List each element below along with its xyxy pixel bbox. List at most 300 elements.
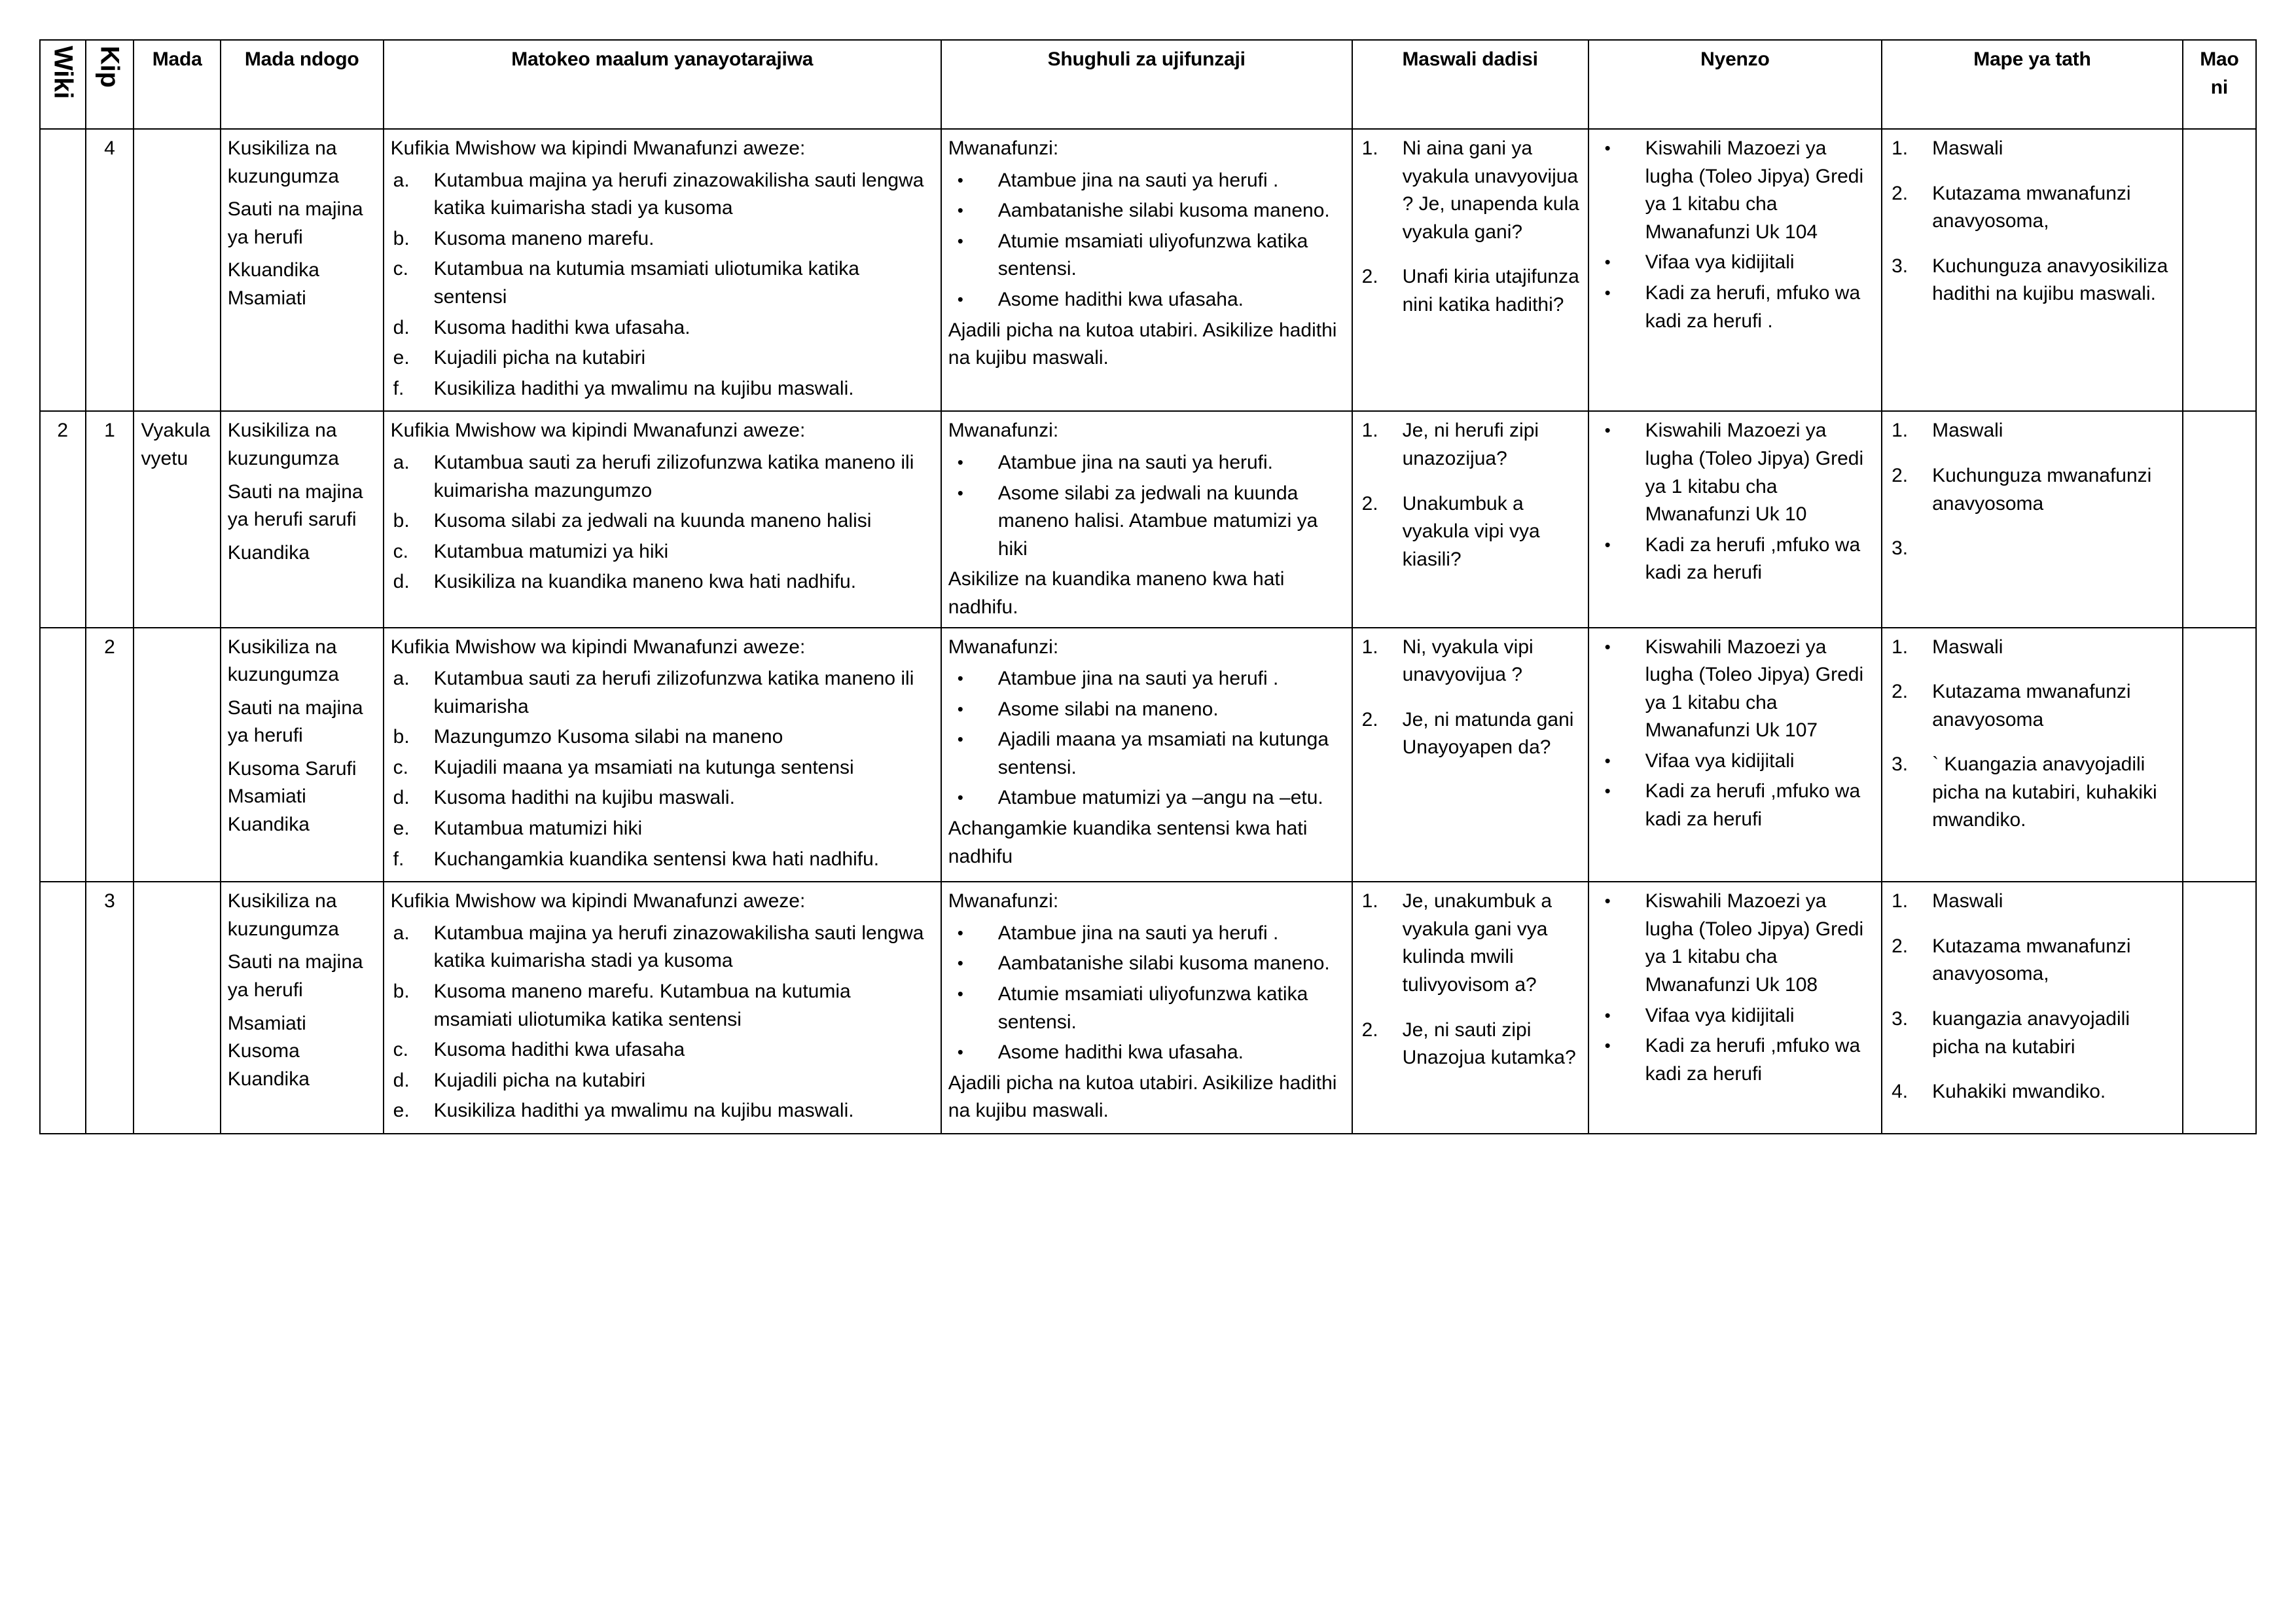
- cell-mape: [1882, 129, 2183, 411]
- list-item: [1889, 634, 2176, 662]
- maswali-list: [1359, 888, 1581, 1072]
- cell-maoni: [2183, 882, 2256, 1134]
- list-item: [948, 696, 1345, 724]
- list-item: [948, 286, 1345, 314]
- mada-ndogo-line: Msamiati Kusoma Kuandika: [227, 1012, 310, 1090]
- list-marker: e.: [393, 347, 410, 369]
- cell-mada-ndogo: [221, 882, 384, 1134]
- list-item: [391, 1067, 934, 1095]
- list-item: [391, 1036, 934, 1064]
- cell-maoni: [2183, 628, 2256, 882]
- cell-wiki: [40, 628, 86, 882]
- list-marker: b.: [393, 227, 410, 249]
- mape-list: [1889, 888, 2176, 1106]
- list-item-text: Je, ni sauti zipi Unazojua kutamka?: [1402, 1019, 1576, 1069]
- list-item: [1889, 751, 2176, 835]
- column-header-wiki-label: Wiki: [48, 46, 78, 99]
- cell-kip: 1: [86, 411, 134, 627]
- shughuli-lead: Mwanafunzi:: [948, 137, 1059, 159]
- cell-mape: [1882, 628, 2183, 882]
- list-marker: 1.: [1892, 890, 1909, 912]
- list-marker: 4.: [1892, 1081, 1909, 1103]
- matokeo-list: [391, 167, 934, 403]
- list-item: [948, 981, 1345, 1036]
- list-marker: 3.: [1892, 255, 1909, 277]
- list-item-text: Kiswahili Mazoezi ya lugha (Toleo Jipya) Gredi ya 1 kitabu cha Mwanafunzi Uk 104: [1645, 137, 1864, 243]
- matokeo-list: [391, 920, 934, 1125]
- list-marker: b.: [393, 981, 410, 1003]
- list-item-text: Atumie msamiati uliyofunzwa katika sentensi.: [997, 230, 1308, 280]
- list-item: [391, 754, 934, 782]
- list-marker: 1.: [1892, 420, 1909, 442]
- list-item-text: Kusikiliza hadithi ya mwalimu na kujibu maswali.: [433, 377, 854, 399]
- list-item-text: Kutazama mwanafunzi anavyosoma,: [1932, 935, 2131, 985]
- table-row: [40, 411, 2256, 627]
- list-item-text: Vifaa vya kidijitali: [1645, 251, 1795, 274]
- list-item-text: Kadi za herufi ,mfuko wa kadi za herufi: [1645, 1035, 1861, 1085]
- list-marker: •: [957, 698, 963, 719]
- list-item: [391, 784, 934, 812]
- list-marker: a.: [393, 169, 410, 191]
- list-item-text: Kiswahili Mazoezi ya lugha (Toleo Jipya) Gredi ya 1 kitabu cha Mwanafunzi Uk 108: [1645, 890, 1864, 996]
- list-marker: c.: [393, 540, 409, 562]
- list-item-text: Maswali: [1932, 420, 2003, 442]
- list-marker: •: [957, 200, 963, 221]
- cell-maswali: [1352, 129, 1588, 411]
- list-item-text: Kuchunguza mwanafunzi anavyosoma: [1932, 464, 2152, 514]
- list-item: [948, 228, 1345, 283]
- list-item: [391, 314, 934, 342]
- cell-matokeo: [384, 628, 941, 882]
- list-marker: e.: [393, 818, 410, 840]
- list-marker: 1.: [1892, 636, 1909, 658]
- list-marker: 2.: [1892, 464, 1909, 486]
- list-item: [1889, 253, 2176, 308]
- list-marker: b.: [393, 726, 410, 748]
- column-header-wiki: [40, 40, 86, 129]
- list-item: [948, 480, 1345, 564]
- list-item: [391, 507, 934, 535]
- list-item: [948, 449, 1345, 477]
- matokeo-lead: Kufikia Mwishow wa kipindi Mwanafunzi aweze:: [390, 137, 806, 159]
- list-item: [948, 920, 1345, 948]
- list-item-text: Kiswahili Mazoezi ya lugha (Toleo Jipya) Gredi ya 1 kitabu cha Mwanafunzi Uk 107: [1645, 636, 1864, 742]
- list-item-text: Kadi za herufi, mfuko wa kadi za herufi .: [1645, 281, 1861, 332]
- list-item-text: Kusoma silabi za jedwali na kuunda maneno halisi: [433, 510, 872, 532]
- list-item-text: Kusoma hadithi kwa ufasaha: [433, 1039, 685, 1061]
- cell-nyenzo: [1588, 628, 1882, 882]
- list-item-text: Kutambua majina ya herufi zinazowakilisha sauti lengwa katika kuimarisha stadi ya kusoma: [433, 922, 924, 972]
- list-item: [1359, 888, 1581, 999]
- list-item: [1359, 417, 1581, 473]
- list-marker: •: [1604, 420, 1611, 441]
- list-marker: a.: [393, 668, 410, 690]
- list-item-text: Atambue jina na sauti ya herufi .: [997, 922, 1279, 944]
- cell-matokeo: [384, 882, 941, 1134]
- list-item: [948, 1039, 1345, 1067]
- list-item-text: Unafi kiria utajifunza nini katika hadithi?: [1402, 266, 1579, 316]
- mada-ndogo-line: Kusikiliza na kuzungumza: [227, 636, 339, 686]
- list-marker: •: [1604, 282, 1611, 302]
- list-marker: •: [957, 452, 963, 472]
- list-marker: 1.: [1361, 890, 1378, 912]
- list-item-text: Aambatanishe silabi kusoma maneno.: [997, 200, 1330, 222]
- list-item: [1596, 1032, 1874, 1088]
- list-item-text: Kusoma maneno marefu. Kutambua na kutumia msamiati uliotumika katika sentensi: [433, 981, 851, 1030]
- list-marker: a.: [393, 922, 410, 944]
- cell-shughuli: [941, 411, 1352, 627]
- cell-maswali: [1352, 628, 1588, 882]
- list-item: [391, 1097, 934, 1125]
- scheme-of-work-table: [39, 39, 2257, 1134]
- matokeo-lead: Kufikia Mwishow wa kipindi Mwanafunzi aweze:: [390, 890, 806, 912]
- list-marker: 1.: [1892, 137, 1909, 159]
- list-marker: 2.: [1361, 1019, 1378, 1041]
- list-item: [391, 167, 934, 223]
- shughuli-trail: Ajadili picha na kutoa utabiri. Asikilize hadithi na kujibu maswali.: [948, 319, 1337, 369]
- list-item-text: Vifaa vya kidijitali: [1645, 749, 1795, 772]
- list-marker: •: [1604, 1005, 1611, 1025]
- list-item-text: Kujadili picha na kutabiri: [433, 347, 646, 369]
- list-marker: •: [1604, 138, 1611, 158]
- list-item: [1889, 462, 2176, 518]
- mada-ndogo-line: Kuandika: [227, 541, 310, 564]
- list-item: [1359, 634, 1581, 689]
- matokeo-list: [391, 449, 934, 596]
- list-item: [1359, 1017, 1581, 1072]
- list-marker: •: [1604, 636, 1611, 657]
- shughuli-trail: Ajadili picha na kutoa utabiri. Asikilize hadithi na kujibu maswali.: [948, 1072, 1337, 1122]
- list-item: [948, 197, 1345, 225]
- list-item: [391, 255, 934, 311]
- list-marker: f.: [393, 377, 404, 399]
- list-marker: •: [957, 984, 963, 1004]
- nyenzo-list: [1596, 417, 1874, 587]
- nyenzo-list: [1596, 135, 1874, 335]
- list-item-text: Atambue matumizi ya –angu na –etu.: [997, 787, 1323, 809]
- list-item-text: Maswali: [1932, 137, 2003, 159]
- cell-mape: [1882, 411, 2183, 627]
- list-marker: •: [957, 787, 963, 808]
- list-marker: 3.: [1892, 537, 1909, 560]
- list-item-text: Asome silabi za jedwali na kuunda maneno halisi. Atambue matumizi ya hiki: [997, 482, 1318, 560]
- list-marker: 2.: [1361, 492, 1378, 514]
- mada-ndogo-line: Kusikiliza na kuzungumza: [227, 890, 339, 940]
- maswali-list: [1359, 417, 1581, 573]
- list-item-text: Kutambua matumizi hiki: [433, 818, 643, 840]
- list-item-text: Ni aina gani ya vyakula unavyovijua ? Je, unapenda kula vyakula gani?: [1402, 137, 1579, 243]
- cell-shughuli: [941, 882, 1352, 1134]
- shughuli-lead: Mwanafunzi:: [948, 890, 1059, 912]
- list-item: [1596, 634, 1874, 745]
- cell-mada: Vyakula vyetu: [134, 411, 220, 627]
- list-marker: •: [1604, 750, 1611, 770]
- list-marker: •: [957, 289, 963, 309]
- list-marker: •: [1604, 1036, 1611, 1056]
- cell-wiki: 2: [40, 411, 86, 627]
- nyenzo-list: [1596, 634, 1874, 834]
- list-item: [1596, 417, 1874, 528]
- shughuli-trail: Achangamkie kuandika sentensi kwa hati nadhifu: [948, 818, 1308, 867]
- list-item-text: Kutambua majina ya herufi zinazowakilisha sauti lengwa katika kuimarisha stadi ya kusoma: [433, 169, 924, 219]
- list-item-text: Kadi za herufi ,mfuko wa kadi za herufi: [1645, 780, 1861, 831]
- table-body: [40, 129, 2256, 1134]
- list-item-text: Kusikiliza hadithi ya mwalimu na kujibu maswali.: [433, 1100, 854, 1122]
- list-item: [1596, 532, 1874, 587]
- cell-kip: 2: [86, 628, 134, 882]
- shughuli-trail: Asikilize na kuandika maneno kwa hati nadhifu.: [948, 568, 1285, 618]
- nyenzo-list: [1596, 888, 1874, 1088]
- list-marker: 3.: [1892, 753, 1909, 776]
- cell-mada: [134, 882, 220, 1134]
- cell-wiki: [40, 882, 86, 1134]
- list-item-text: Kadi za herufi ,mfuko wa kadi za herufi: [1645, 533, 1861, 584]
- list-item: [1359, 263, 1581, 319]
- list-marker: 1.: [1361, 420, 1378, 442]
- list-marker: 1.: [1361, 636, 1378, 658]
- column-header-kip: [86, 40, 134, 129]
- list-item-text: Vifaa vya kidijitali: [1645, 1004, 1795, 1026]
- list-item-text: Asome hadithi kwa ufasaha.: [997, 288, 1244, 310]
- list-item: [391, 978, 934, 1034]
- list-marker: •: [957, 482, 963, 503]
- table-row: [40, 628, 2256, 882]
- cell-mada-ndogo: [221, 628, 384, 882]
- list-marker: •: [957, 729, 963, 749]
- list-item: [391, 846, 934, 874]
- column-header-nyenzo: Nyenzo: [1588, 40, 1882, 129]
- list-item: [391, 920, 934, 975]
- cell-mape: [1882, 882, 2183, 1134]
- list-marker: •: [1604, 781, 1611, 801]
- list-item: [948, 950, 1345, 978]
- header-row: [40, 40, 2256, 129]
- column-header-maoni: Mao ni: [2183, 40, 2256, 129]
- matokeo-lead: Kufikia Mwishow wa kipindi Mwanafunzi aweze:: [390, 636, 806, 658]
- list-item-text: Asome hadithi kwa ufasaha.: [997, 1041, 1244, 1064]
- column-header-shughuli: Shughuli za ujifunzaji: [941, 40, 1352, 129]
- list-item: [1596, 748, 1874, 776]
- shughuli-lead: Mwanafunzi:: [948, 636, 1059, 658]
- column-header-matokeo: Matokeo maalum yanayotarajiwa: [384, 40, 941, 129]
- list-item-text: Je, ni matunda gani Unayoyapen da?: [1402, 708, 1574, 759]
- mape-list: [1889, 634, 2176, 835]
- list-marker: 2.: [1892, 935, 1909, 957]
- list-item: [391, 723, 934, 751]
- cell-kip: 4: [86, 129, 134, 411]
- list-item: [1359, 135, 1581, 246]
- list-item-text: Atumie msamiati uliyofunzwa katika sentensi.: [997, 983, 1308, 1033]
- list-marker: •: [957, 922, 963, 943]
- list-item-text: Kiswahili Mazoezi ya lugha (Toleo Jipya) Gredi ya 1 kitabu cha Mwanafunzi Uk 10: [1645, 420, 1864, 526]
- list-item-text: Atambue jina na sauti ya herufi .: [997, 169, 1279, 191]
- list-item-text: Aambatanishe silabi kusoma maneno.: [997, 952, 1330, 975]
- list-marker: c.: [393, 258, 409, 280]
- list-marker: c.: [393, 1039, 409, 1061]
- list-marker: 1.: [1361, 137, 1378, 159]
- shughuli-list: [948, 920, 1345, 1067]
- list-marker: 2.: [1361, 708, 1378, 731]
- list-item: [1889, 180, 2176, 236]
- mada-ndogo-line: Sauti na majina ya herufi: [227, 696, 363, 747]
- list-item-text: Maswali: [1932, 636, 2003, 658]
- list-item-text: Mazungumzo Kusoma silabi na maneno: [433, 726, 783, 748]
- list-marker: 2.: [1361, 266, 1378, 288]
- list-marker: 2.: [1892, 681, 1909, 703]
- maswali-list: [1359, 135, 1581, 319]
- mada-ndogo-line: Sauti na majina ya herufi sarufi: [227, 480, 363, 531]
- list-item: [391, 225, 934, 253]
- list-item-text: Ni, vyakula vipi unavyovijua ?: [1402, 636, 1534, 686]
- list-item: [948, 665, 1345, 693]
- list-item-text: Kujadili maana ya msamiati na kutunga sentensi: [433, 756, 854, 778]
- list-item-text: Kuchangamkia kuandika sentensi kwa hati nadhifu.: [433, 848, 880, 870]
- list-marker: e.: [393, 1100, 410, 1122]
- cell-mada: [134, 129, 220, 411]
- shughuli-lead: Mwanafunzi:: [948, 420, 1059, 442]
- cell-matokeo: [384, 129, 941, 411]
- column-header-mada-ndogo: Mada ndogo: [221, 40, 384, 129]
- column-header-mada: Mada: [134, 40, 220, 129]
- list-item: [1359, 706, 1581, 762]
- list-item: [1596, 778, 1874, 833]
- list-item: [1596, 280, 1874, 335]
- mape-list: [1889, 417, 2176, 560]
- list-item: [391, 375, 934, 403]
- list-marker: c.: [393, 756, 409, 778]
- list-marker: •: [957, 953, 963, 973]
- list-item: [1889, 933, 2176, 988]
- list-item-text: ` Kuangazia anavyojadili picha na kutabiri, kuhakiki mwandiko.: [1932, 753, 2157, 831]
- list-item-text: Kujadili picha na kutabiri: [433, 1069, 646, 1091]
- list-item-text: Kusoma hadithi kwa ufasaha.: [433, 316, 691, 338]
- cell-nyenzo: [1588, 129, 1882, 411]
- mada-ndogo-line: Sauti na majina ya herufi: [227, 951, 363, 1001]
- cell-maswali: [1352, 882, 1588, 1134]
- shughuli-list: [948, 167, 1345, 314]
- cell-maoni: [2183, 411, 2256, 627]
- cell-wiki: [40, 129, 86, 411]
- list-item-text: Kutambua matumizi ya hiki: [433, 540, 669, 562]
- list-item: [391, 815, 934, 843]
- shughuli-list: [948, 665, 1345, 812]
- shughuli-list: [948, 449, 1345, 563]
- list-item-text: Kutazama mwanafunzi anavyosoma: [1932, 681, 2131, 731]
- list-item-text: Unakumbuk a vyakula vipi vya kiasili?: [1402, 492, 1540, 570]
- list-marker: 3.: [1892, 1008, 1909, 1030]
- list-marker: d.: [393, 571, 410, 593]
- matokeo-list: [391, 665, 934, 873]
- list-item: [1889, 678, 2176, 734]
- column-header-maswali: Maswali dadisi: [1352, 40, 1588, 129]
- list-marker: d.: [393, 1069, 410, 1091]
- list-marker: d.: [393, 787, 410, 809]
- list-marker: f.: [393, 848, 404, 870]
- list-item-text: Ajadili maana ya msamiati na kutunga sentensi.: [997, 729, 1329, 778]
- list-item: [391, 344, 934, 372]
- list-item-text: Kusoma maneno marefu.: [433, 227, 655, 249]
- list-item-text: Kuhakiki mwandiko.: [1932, 1081, 2106, 1103]
- list-item: [1889, 1078, 2176, 1106]
- cell-shughuli: [941, 628, 1352, 882]
- list-item-text: Atambue jina na sauti ya herufi.: [997, 451, 1274, 473]
- list-marker: •: [1604, 534, 1611, 554]
- list-item-text: kuangazia anavyojadili picha na kutabiri: [1932, 1008, 2130, 1058]
- list-item: [1596, 888, 1874, 999]
- list-item-text: Kutambua sauti za herufi zilizofunzwa katika maneno ili kuimarisha mazungumzo: [433, 451, 914, 501]
- list-item-text: Je, unakumbuk a vyakula gani vya kulinda mwili tulivyovisom a?: [1402, 890, 1552, 996]
- cell-matokeo: [384, 411, 941, 627]
- list-item: [1889, 417, 2176, 445]
- list-item: [391, 665, 934, 721]
- list-marker: b.: [393, 510, 410, 532]
- cell-maswali: [1352, 411, 1588, 627]
- list-item-text: Kusikiliza na kuandika maneno kwa hati nadhifu.: [433, 571, 857, 593]
- cell-maoni: [2183, 129, 2256, 411]
- list-item-text: Atambue jina na sauti ya herufi .: [997, 668, 1279, 690]
- list-item: [1889, 888, 2176, 916]
- mada-ndogo-line: Sauti na majina ya herufi: [227, 198, 363, 248]
- list-item: [948, 167, 1345, 195]
- cell-shughuli: [941, 129, 1352, 411]
- mada-ndogo-line: Kusoma Sarufi Msamiati Kuandika: [227, 757, 357, 836]
- mape-list: [1889, 135, 2176, 308]
- table-header: [40, 40, 2256, 129]
- list-item: [948, 726, 1345, 782]
- list-item: [1889, 135, 2176, 163]
- cell-mada-ndogo: [221, 129, 384, 411]
- column-header-kip-label: Kip: [95, 46, 124, 88]
- matokeo-lead: Kufikia Mwishow wa kipindi Mwanafunzi aweze:: [390, 420, 806, 442]
- table-row: [40, 882, 2256, 1134]
- list-item-text: Kutazama mwanafunzi anavyosoma,: [1932, 182, 2131, 232]
- list-item: [948, 784, 1345, 812]
- list-marker: •: [957, 170, 963, 190]
- column-header-mape: Mape ya tath: [1882, 40, 2183, 129]
- list-item-text: Asome silabi na maneno.: [997, 698, 1219, 720]
- list-marker: •: [1604, 891, 1611, 911]
- list-marker: •: [957, 230, 963, 251]
- list-item: [1596, 1002, 1874, 1030]
- cell-kip: 3: [86, 882, 134, 1134]
- list-item: [1596, 249, 1874, 277]
- list-item-text: Kusoma hadithi na kujibu maswali.: [433, 787, 735, 809]
- list-item: [391, 568, 934, 596]
- list-marker: a.: [393, 451, 410, 473]
- mada-ndogo-line: Kkuandika Msamiati: [227, 259, 319, 309]
- list-item-text: Je, ni herufi zipi unazozijua?: [1402, 420, 1539, 469]
- list-marker: •: [957, 1042, 963, 1062]
- list-item: [391, 449, 934, 505]
- mada-ndogo-line: Kusikiliza na kuzungumza: [227, 420, 339, 469]
- list-marker: •: [1604, 252, 1611, 272]
- list-item-text: Maswali: [1932, 890, 2003, 912]
- list-item-text: Kuchunguza anavyosikiliza hadithi na kujibu maswali.: [1932, 255, 2168, 305]
- list-item: [1596, 135, 1874, 246]
- list-item: [391, 538, 934, 566]
- cell-nyenzo: [1588, 411, 1882, 627]
- list-item: [1889, 1005, 2176, 1061]
- cell-mada-ndogo: [221, 411, 384, 627]
- list-item: [1359, 490, 1581, 574]
- list-item-text: Kutambua sauti za herufi zilizofunzwa katika maneno ili kuimarisha: [433, 668, 914, 717]
- list-item-text: Kutambua na kutumia msamiati uliotumika katika sentensi: [433, 258, 859, 308]
- cell-nyenzo: [1588, 882, 1882, 1134]
- table-row: [40, 129, 2256, 411]
- list-marker: •: [957, 668, 963, 689]
- maswali-list: [1359, 634, 1581, 762]
- cell-mada: [134, 628, 220, 882]
